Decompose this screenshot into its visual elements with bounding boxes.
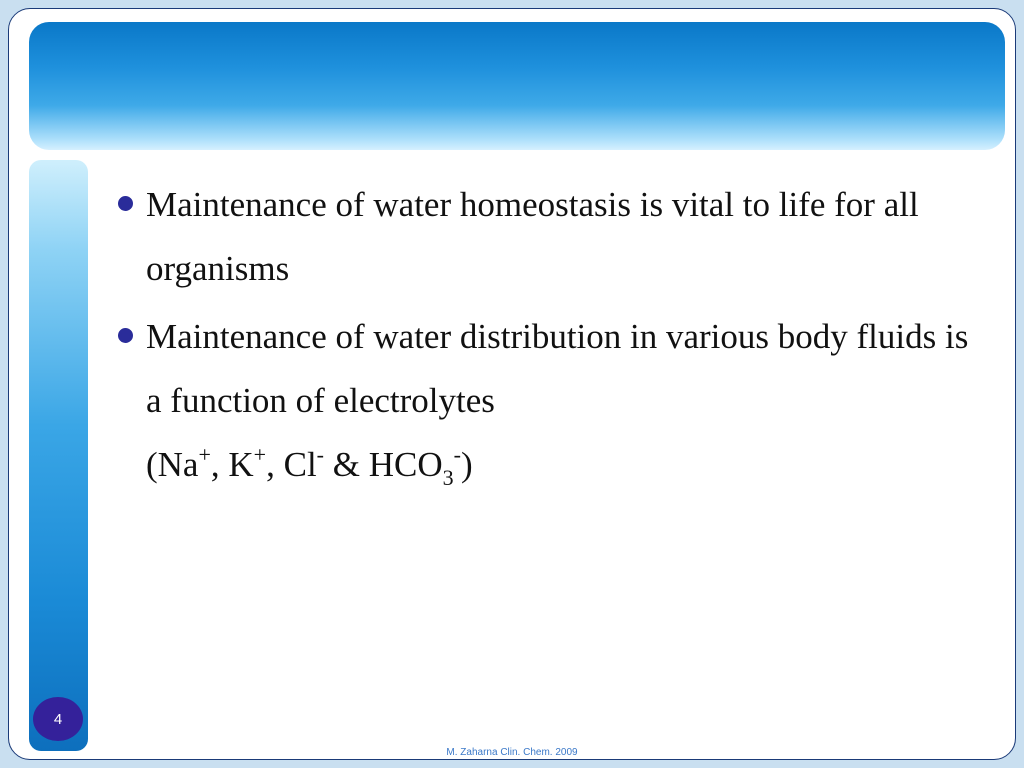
bullet-text: Maintenance of water distribution in various body fluids is a function of electrolytes <box>146 317 969 420</box>
footer-text: M. Zaharna Clin. Chem. 2009 <box>446 747 578 758</box>
page-number: 4 <box>53 710 63 728</box>
bullet-item <box>114 305 974 497</box>
header-band <box>29 22 1005 150</box>
bullet-text: Maintenance of water homeostasis is vital to life for all organisms <box>146 185 919 288</box>
bullet-item <box>114 173 974 301</box>
electrolyte-formula: (Na+, K+, Cl- & $HCO_3^-$) <box>146 442 473 490</box>
page-number-badge <box>33 697 83 741</box>
bullet-icon <box>118 328 133 343</box>
slide <box>8 8 1016 760</box>
slide-content <box>114 173 974 501</box>
side-band <box>29 160 88 751</box>
bullet-icon <box>118 196 133 211</box>
